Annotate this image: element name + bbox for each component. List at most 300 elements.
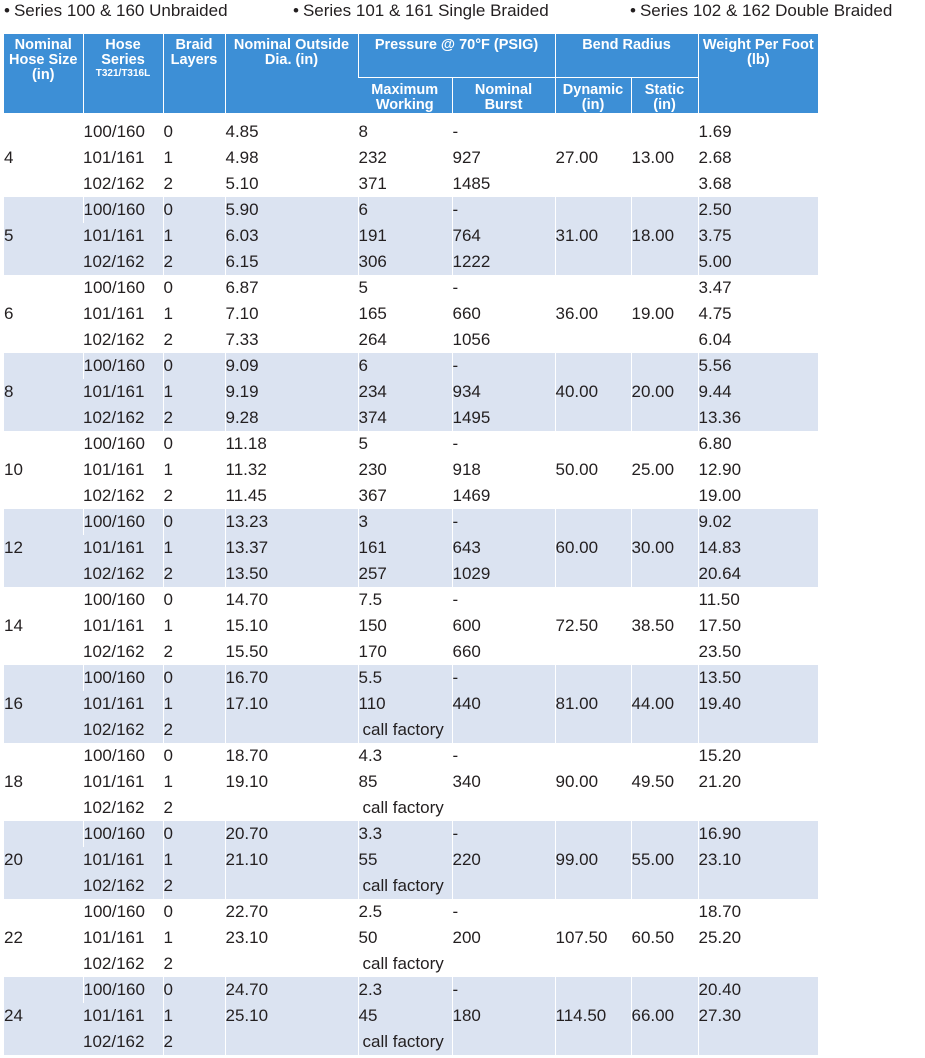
cell-max-working: 45 [358,1003,452,1029]
cell-series: 101/161 [83,691,163,717]
size-group [4,665,818,743]
cell-bend-static: 18.00 [631,197,698,275]
size-group [4,509,818,587]
cell-max-working: 257 [358,561,452,587]
cell-burst: 200 [452,925,555,951]
cell-bend-static: 44.00 [631,665,698,743]
cell-bend-static: 13.00 [631,119,698,197]
cell-bend-dynamic: 36.00 [555,275,631,353]
cell-hose-size: 8 [4,353,83,431]
cell-hose-size: 18 [4,772,23,791]
cell-max-working: 2.5 [358,899,452,925]
cell-weight: 15.20 [698,743,818,769]
cell-series: 100/160 [83,587,163,613]
cell-hose-size: 12 [4,509,83,587]
cell-bend-static: 60.50 [631,899,698,977]
table-row [4,899,818,925]
cell-hose-size: 24 [4,977,83,1055]
cell-burst: - [452,821,555,847]
cell-max-working: call factory [358,873,452,899]
cell-max-working: 7.5 [358,587,452,613]
cell-max-working: call factory [358,951,452,977]
cell-weight: 3.47 [698,275,818,301]
header-static: Static (in) [631,78,698,114]
cell-bend-dynamic: 60.00 [555,509,631,587]
cell-series: 100/160 [83,353,163,379]
cell-hose-size: 14 [4,616,23,635]
cell-outside-dia: 23.10 [225,925,358,951]
cell-weight: 2.50 [698,197,818,223]
cell-series: 102/162 [83,873,163,899]
cell-bend-dynamic: 31.00 [555,197,631,275]
cell-bend-static: 38.50 [631,587,698,665]
legend-bullet: • [293,1,299,20]
cell-bend-dynamic: 27.00 [555,119,631,197]
cell-series: 102/162 [83,798,145,817]
table-row [4,353,818,379]
cell-max-working: 232 [358,145,452,171]
cell-weight: 25.20 [698,925,818,951]
cell-braid-layers: 2 [163,561,225,587]
header-size: Nominal Hose Size (in) [4,34,83,113]
size-group [4,353,818,431]
size-group [4,899,818,977]
cell-series: 101/161 [83,1003,163,1029]
cell-burst: - [452,275,555,301]
cell-weight: 6.04 [698,327,818,353]
cell-burst: 1056 [452,327,555,353]
cell-series: 100/160 [83,899,163,925]
table-row [4,743,818,769]
cell-outside-dia: 16.70 [225,665,358,691]
cell-series: 101/161 [83,928,145,947]
cell-weight: 5.00 [698,249,818,275]
table-row [4,587,818,613]
cell-burst: 660 [452,301,555,327]
cell-outside-dia: 20.70 [225,821,358,847]
size-group [4,977,818,1055]
header-max-working: Maximum Working [358,78,452,114]
cell-braid-layers: 2 [163,405,225,431]
cell-max-working: 264 [358,327,452,353]
cell-burst: 934 [452,379,555,405]
cell-weight: 4.75 [698,301,818,327]
cell-series: 101/161 [83,379,163,405]
cell-outside-dia: 5.10 [225,171,358,197]
table-row [4,275,818,301]
series-legend [0,0,925,26]
cell-series: 102/162 [83,405,163,431]
cell-braid-layers: 0 [163,665,225,691]
cell-braid-layers: 1 [163,847,225,873]
cell-series: 101/161 [83,148,145,167]
cell-burst: 180 [452,1003,555,1029]
cell-max-working: 3 [358,509,452,535]
cell-outside-dia [225,795,358,821]
cell-bend-static: 25.00 [631,431,698,509]
cell-braid-layers: 0 [163,275,225,301]
cell-series: 102/162 [83,561,163,587]
header-dynamic: Dynamic (in) [555,78,631,114]
cell-max-working: call factory [358,795,452,821]
header-row [4,34,818,78]
legend-item-unbraided [4,1,228,21]
cell-burst: 764 [452,223,555,249]
cell-series: 101/161 [83,847,163,873]
cell-weight [698,951,818,977]
cell-braid-layers: 0 [163,899,225,925]
header-series-label: Hose Series [101,37,145,68]
cell-braid-layers: 1 [163,613,225,639]
cell-burst: - [452,743,555,769]
header-burst: Nominal Burst [452,78,555,114]
size-group [4,743,818,821]
cell-burst: - [452,665,555,691]
cell-burst [452,951,555,977]
cell-braid-layers: 1 [163,379,225,405]
cell-outside-dia [225,873,358,899]
header-series-sub: T321/T316L [95,68,151,79]
header-layers: Braid Layers [163,34,225,113]
cell-weight [698,873,818,899]
cell-hose-size: 22 [4,928,23,947]
cell-max-working: 230 [358,457,452,483]
cell-series: 100/160 [83,821,163,847]
cell-burst: 643 [452,535,555,561]
cell-max-working: 6 [358,353,452,379]
cell-max-working: 55 [358,847,452,873]
cell-weight [698,717,818,743]
cell-outside-dia: 9.09 [225,353,358,379]
cell-series: 100/160 [83,665,163,691]
cell-max-working: 5.5 [358,665,452,691]
cell-braid-layers: 0 [163,353,225,379]
header-od: Nominal Outside Dia. (in) [225,34,358,113]
cell-burst [452,1029,555,1055]
cell-series: 101/161 [83,304,145,323]
cell-burst: 918 [452,457,555,483]
cell-burst: 927 [452,145,555,171]
cell-outside-dia: 4.98 [225,145,358,171]
cell-bend-static: 19.00 [631,275,698,353]
cell-bend-dynamic: 81.00 [555,665,631,743]
cell-weight: 19.00 [698,483,818,509]
cell-outside-dia: 6.87 [225,275,358,301]
cell-outside-dia: 6.03 [225,223,358,249]
cell-braid-layers: 0 [163,977,225,1003]
cell-burst [452,717,555,743]
cell-series: 101/161 [83,535,163,561]
cell-max-working: 374 [358,405,452,431]
cell-braid-layers: 2 [163,249,225,275]
cell-outside-dia: 25.10 [225,1003,358,1029]
cell-series: 102/162 [83,174,145,193]
cell-burst: - [452,509,555,535]
cell-max-working: 150 [358,613,452,639]
cell-bend-static: 30.00 [631,509,698,587]
cell-weight: 1.69 [698,119,818,145]
cell-weight: 27.30 [698,1003,818,1029]
cell-outside-dia: 13.50 [225,561,358,587]
legend-bullet: • [4,1,10,20]
cell-weight [698,1029,818,1055]
cell-weight: 12.90 [698,457,818,483]
cell-max-working: 8 [358,119,452,145]
cell-outside-dia: 15.50 [225,639,358,665]
cell-hose-size: 10 [4,460,23,479]
cell-bend-static: 55.00 [631,821,698,899]
cell-burst: - [452,197,555,223]
cell-braid-layers: 1 [163,691,225,717]
cell-braid-layers: 1 [163,535,225,561]
cell-braid-layers: 2 [163,171,225,197]
cell-weight: 2.68 [698,145,818,171]
cell-hose-size: 16 [4,665,83,743]
cell-series: 101/161 [83,616,145,635]
cell-weight: 3.75 [698,223,818,249]
legend-item-double-braided [630,1,892,21]
cell-max-working: 5 [358,275,452,301]
cell-braid-layers: 2 [163,483,225,509]
cell-bend-static: 66.00 [631,977,698,1055]
cell-outside-dia: 7.33 [225,327,358,353]
cell-weight: 13.50 [698,665,818,691]
cell-weight: 17.50 [698,613,818,639]
cell-outside-dia: 9.19 [225,379,358,405]
cell-weight: 14.83 [698,535,818,561]
cell-max-working: 371 [358,171,452,197]
cell-max-working: 85 [358,769,452,795]
header-series [83,34,163,113]
cell-burst: - [452,899,555,925]
cell-series: 101/161 [83,223,163,249]
cell-weight: 13.36 [698,405,818,431]
cell-burst: 660 [452,639,555,665]
cell-max-working: 170 [358,639,452,665]
cell-series: 100/160 [83,197,163,223]
cell-braid-layers: 1 [163,925,225,951]
cell-burst: - [452,587,555,613]
cell-weight: 16.90 [698,821,818,847]
cell-outside-dia: 9.28 [225,405,358,431]
cell-max-working: 191 [358,223,452,249]
cell-weight: 19.40 [698,691,818,717]
cell-max-working: 50 [358,925,452,951]
header-pressure: Pressure @ 70°F (PSIG) [358,34,555,78]
legend-label: Series 100 & 160 Unbraided [13,1,228,20]
cell-weight: 20.64 [698,561,818,587]
cell-burst: 440 [452,691,555,717]
cell-braid-layers: 0 [163,509,225,535]
cell-max-working: 234 [358,379,452,405]
cell-max-working: call factory [358,717,452,743]
cell-outside-dia: 21.10 [225,847,358,873]
table-row [4,509,818,535]
cell-braid-layers: 0 [163,197,225,223]
cell-braid-layers: 2 [163,951,225,977]
cell-weight: 5.56 [698,353,818,379]
cell-series: 102/162 [83,249,163,275]
cell-burst: 220 [452,847,555,873]
cell-weight [698,795,818,821]
cell-weight: 23.50 [698,639,818,665]
cell-max-working: 6 [358,197,452,223]
cell-weight: 20.40 [698,977,818,1003]
cell-burst: 1469 [452,483,555,509]
cell-weight: 23.10 [698,847,818,873]
size-group [4,113,818,197]
cell-max-working: 165 [358,301,452,327]
cell-outside-dia: 19.10 [225,769,358,795]
cell-series: 102/162 [83,486,145,505]
cell-outside-dia: 11.45 [225,483,358,509]
cell-burst: - [452,353,555,379]
table-row [4,431,818,457]
cell-series: 102/162 [83,330,145,349]
cell-series: 102/162 [83,717,163,743]
table-row [4,119,818,145]
cell-bend-static: 20.00 [631,353,698,431]
cell-braid-layers: 0 [163,431,225,457]
cell-outside-dia: 18.70 [225,743,358,769]
cell-bend-static: 49.50 [631,743,698,821]
cell-series: 100/160 [83,275,163,301]
cell-braid-layers: 0 [163,587,225,613]
cell-outside-dia: 11.32 [225,457,358,483]
cell-max-working: 367 [358,483,452,509]
cell-braid-layers: 1 [163,769,225,795]
cell-series: 100/160 [83,431,163,457]
cell-series: 102/162 [83,954,145,973]
cell-max-working: call factory [358,1029,452,1055]
cell-burst: - [452,431,555,457]
cell-outside-dia: 7.10 [225,301,358,327]
cell-outside-dia [225,717,358,743]
cell-hose-size: 20 [4,821,83,899]
cell-outside-dia: 5.90 [225,197,358,223]
legend-item-single-braided [293,1,549,21]
header-weight: Weight Per Foot (lb) [698,34,818,113]
cell-hose-size: 6 [4,304,14,323]
legend-bullet: • [630,1,636,20]
cell-series: 101/161 [83,772,145,791]
cell-max-working: 161 [358,535,452,561]
cell-braid-layers: 0 [163,119,225,145]
table-row [4,665,818,691]
cell-outside-dia: 22.70 [225,899,358,925]
cell-bend-dynamic: 107.50 [555,899,631,977]
cell-bend-dynamic: 40.00 [555,353,631,431]
cell-burst: 1029 [452,561,555,587]
cell-burst: 340 [452,769,555,795]
cell-braid-layers: 2 [163,327,225,353]
table-header [4,34,818,113]
cell-burst: - [452,977,555,1003]
cell-braid-layers: 2 [163,639,225,665]
cell-max-working: 110 [358,691,452,717]
size-group [4,197,818,275]
cell-outside-dia: 11.18 [225,431,358,457]
cell-braid-layers: 1 [163,145,225,171]
legend-label: Series 102 & 162 Double Braided [639,1,893,20]
cell-braid-layers: 1 [163,301,225,327]
cell-max-working: 5 [358,431,452,457]
cell-braid-layers: 0 [163,821,225,847]
cell-max-working: 2.3 [358,977,452,1003]
cell-bend-dynamic: 72.50 [555,587,631,665]
cell-weight: 9.02 [698,509,818,535]
cell-braid-layers: 0 [163,743,225,769]
cell-series: 100/160 [83,509,163,535]
header-bend-radius: Bend Radius [555,34,698,78]
cell-series: 100/160 [83,743,163,769]
cell-series: 102/162 [83,1029,163,1055]
cell-max-working: 4.3 [358,743,452,769]
cell-burst: 1222 [452,249,555,275]
cell-burst [452,873,555,899]
cell-braid-layers: 1 [163,223,225,249]
table-row [4,977,818,1003]
size-group [4,821,818,899]
cell-burst: 1485 [452,171,555,197]
cell-braid-layers: 1 [163,457,225,483]
cell-burst [452,795,555,821]
cell-weight: 21.20 [698,769,818,795]
table-row [4,197,818,223]
cell-outside-dia: 15.10 [225,613,358,639]
cell-max-working: 306 [358,249,452,275]
size-group [4,587,818,665]
cell-outside-dia [225,951,358,977]
cell-bend-dynamic: 99.00 [555,821,631,899]
cell-braid-layers: 2 [163,795,225,821]
table-row [4,821,818,847]
cell-burst: 600 [452,613,555,639]
cell-weight: 9.44 [698,379,818,405]
cell-braid-layers: 1 [163,1003,225,1029]
cell-weight: 18.70 [698,899,818,925]
cell-weight: 3.68 [698,171,818,197]
cell-outside-dia [225,1029,358,1055]
cell-braid-layers: 2 [163,1029,225,1055]
cell-series: 101/161 [83,460,145,479]
cell-series: 102/162 [83,642,145,661]
cell-outside-dia: 13.23 [225,509,358,535]
cell-series: 100/160 [83,119,163,145]
cell-braid-layers: 2 [163,717,225,743]
cell-outside-dia: 6.15 [225,249,358,275]
cell-bend-dynamic: 90.00 [555,743,631,821]
cell-braid-layers: 2 [163,873,225,899]
cell-outside-dia: 14.70 [225,587,358,613]
cell-outside-dia: 4.85 [225,119,358,145]
cell-outside-dia: 17.10 [225,691,358,717]
cell-hose-size: 5 [4,197,83,275]
cell-weight: 6.80 [698,431,818,457]
cell-bend-dynamic: 114.50 [555,977,631,1055]
cell-outside-dia: 13.37 [225,535,358,561]
size-group [4,431,818,509]
cell-series: 100/160 [83,977,163,1003]
cell-max-working: 3.3 [358,821,452,847]
cell-hose-size: 4 [4,148,14,167]
cell-outside-dia: 24.70 [225,977,358,1003]
size-group [4,275,818,353]
cell-weight: 11.50 [698,587,818,613]
cell-burst: 1495 [452,405,555,431]
legend-label: Series 101 & 161 Single Braided [302,1,549,20]
cell-burst: - [452,119,555,145]
